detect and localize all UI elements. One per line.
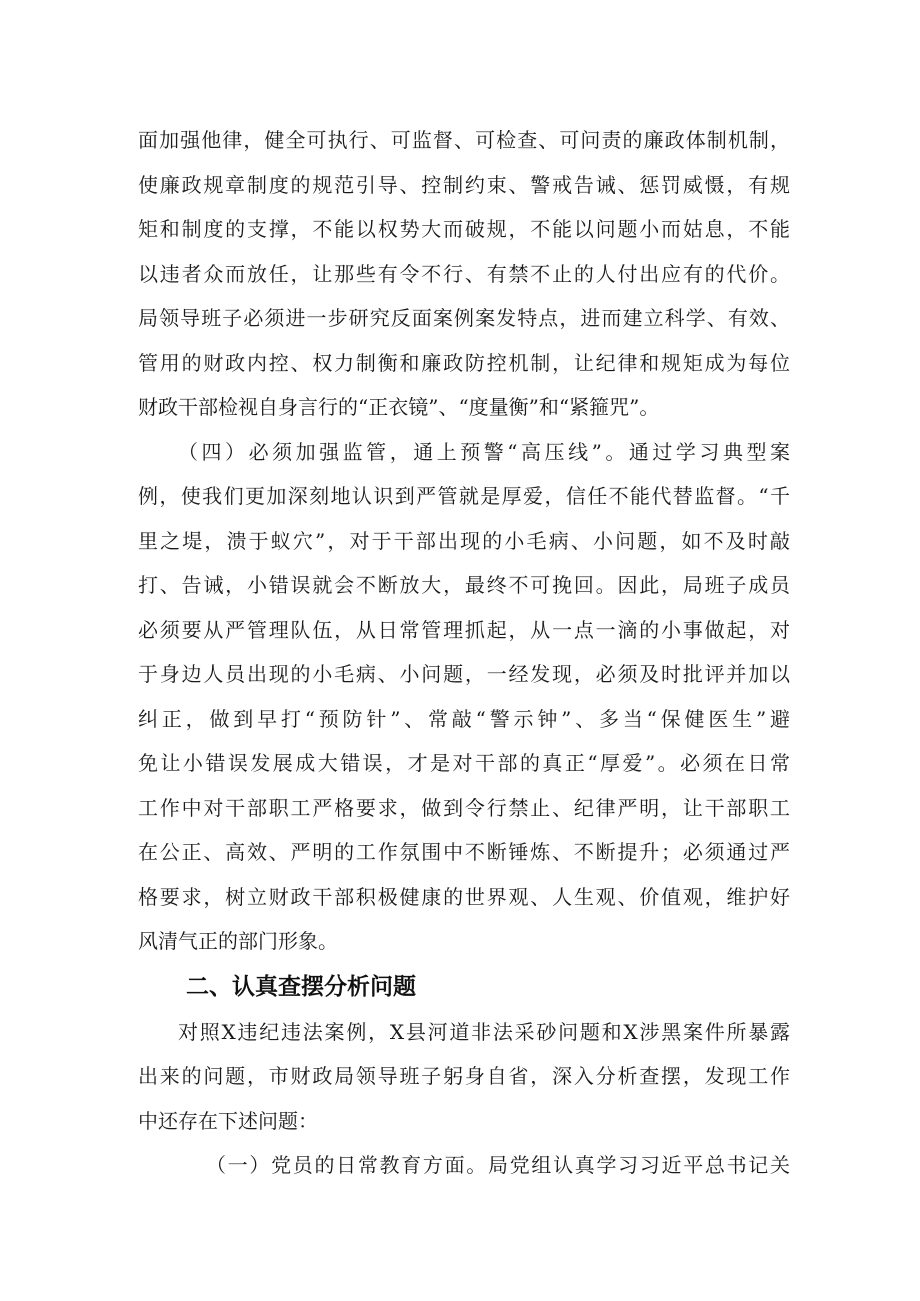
text-line: 纠正，做到早打“预防针”、常敲“警示钟”、多当“保健医生”避	[138, 706, 790, 731]
paragraph-1	[138, 118, 790, 430]
text-line: 免让小错误发展成大错误，才是对干部的真正“厚爱”。必须在日常	[138, 751, 790, 775]
text-line: 于身边人员出现的小毛病、小问题，一经发现，必须及时批评并加以	[138, 662, 790, 686]
text-line: （一）党员的日常教育方面。局党组认真学习习近平总书记关	[206, 1153, 790, 1177]
paragraph-4	[138, 1143, 790, 1188]
text-line: 财政干部检视自身言行的“正衣镜”、“度量衡”和“紧箍咒”。	[138, 395, 660, 419]
text-line: 中还存在下述问题：	[138, 1108, 318, 1133]
text-line: 例，使我们更加深刻地认识到严管就是厚爱，信任不能代替监督。“千	[138, 484, 790, 508]
text-line: 面加强他律，健全可执行、可监督、可检查、可问责的廉政体制机制，	[138, 128, 790, 152]
paragraph-3	[138, 1010, 790, 1144]
paragraph-2	[138, 430, 790, 964]
text-line: 以违者众而放任，让那些有令不行、有禁不止的人付出应有的代价。	[138, 261, 790, 286]
text-line: 在公正、高效、严明的工作氛围中不断锤炼、不断提升；必须通过严	[138, 840, 790, 864]
section-heading: 二、认真查摆分析问题	[186, 973, 416, 1000]
text-line: 出来的问题，市财政局领导班子躬身自省，深入分析查摆，发现工作	[138, 1064, 790, 1088]
text-line: 管用的财政内控、权力制衡和廉政防控机制，让纪律和规矩成为每位	[138, 350, 790, 375]
text-line: 矩和制度的支撑，不能以权势大而破规，不能以问题小而姑息，不能	[138, 217, 790, 241]
text-line: 工作中对干部职工严格要求，做到令行禁止、纪律严明，让干部职工	[138, 795, 790, 820]
text-line: （四）必须加强监管，通上预警“高压线”。通过学习典型案	[178, 439, 790, 464]
text-line: 必须要从严管理队伍，从日常管理抓起，从一点一滴的小事做起，对	[138, 617, 790, 642]
text-line: 里之堤，溃于蚁穴”，对于干部出现的小毛病、小问题，如不及时敲	[138, 528, 790, 553]
text-line: 对照X违纪违法案例，X县河道非法采砂问题和X涉黑案件所暴露	[178, 1019, 790, 1044]
text-line: 格要求，树立财政干部积极健康的世界观、人生观、价值观，维护好	[138, 884, 790, 909]
text-line: 使廉政规章制度的规范引导、控制约束、警戒告诫、惩罚威慑，有规	[138, 172, 790, 197]
text-line: 风清气正的部门形象。	[138, 929, 338, 953]
document-body	[138, 118, 790, 1188]
text-line: 打、告诫，小错误就会不断放大，最终不可挽回。因此，局班子成员	[138, 573, 790, 597]
text-line: 局领导班子必须进一步研究反面案例案发特点，进而建立科学、有效、	[138, 306, 790, 330]
